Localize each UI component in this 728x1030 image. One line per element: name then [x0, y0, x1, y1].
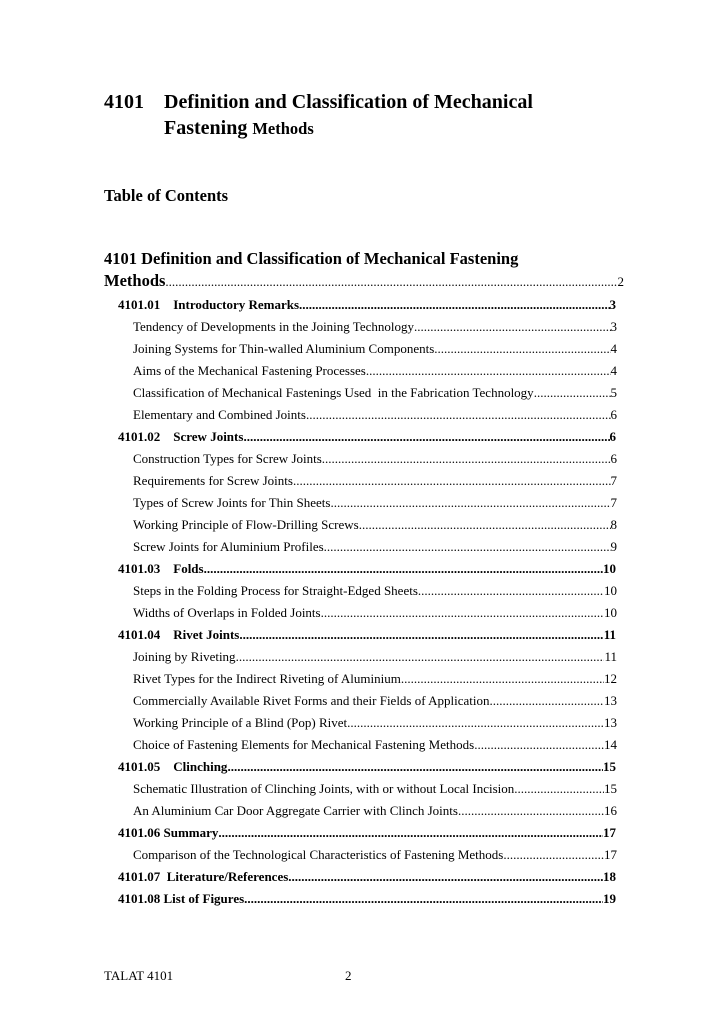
toc-leader-dots: [299, 294, 609, 316]
toc-entry-page: 3: [609, 297, 616, 312]
toc-leader-dots: [418, 580, 604, 602]
toc-entry-label: An Aluminium Car Door Aggregate Carrier with Clinch Joints: [133, 803, 458, 818]
toc-subentry[interactable]: [0, 844, 617, 866]
toc-leader-dots: [227, 756, 603, 778]
toc-entry-page: 7: [610, 473, 617, 488]
toc-entry-label: 4101.08 List of Figures: [118, 891, 245, 906]
toc-subentry[interactable]: [0, 470, 617, 492]
toc-entry-page: 10: [604, 605, 617, 620]
toc-subentry[interactable]: [0, 338, 617, 360]
toc-leader-dots: [503, 844, 604, 866]
toc-entry-label: Comparison of the Technological Characteristics of Fastening Methods: [133, 847, 504, 862]
toc-main-entry-line2: Methods: [104, 271, 166, 290]
toc-list: [0, 294, 728, 910]
toc-entry-page: 10: [603, 561, 616, 576]
toc-entry-label: Working Principle of Flow-Drilling Screws: [133, 517, 359, 532]
toc-entry-page: 6: [609, 429, 616, 444]
toc-entry-label: 4101.04 Rivet Joints: [118, 627, 240, 642]
toc-section-entry[interactable]: [0, 888, 616, 910]
toc-entry-page: 17: [604, 847, 617, 862]
toc-entry-label: Schematic Illustration of Clinching Joints, with or without Local Incision: [133, 781, 515, 796]
toc-entry-page: 11: [603, 627, 616, 642]
toc-entry-page: 18: [603, 869, 616, 884]
toc-entry-page: 14: [604, 737, 617, 752]
toc-leader-dots: [474, 734, 604, 756]
toc-entry-page: 7: [610, 495, 617, 510]
toc-subentry[interactable]: [0, 536, 617, 558]
toc-section-entry[interactable]: [0, 624, 616, 646]
toc-entry-label: Elementary and Combined Joints: [133, 407, 306, 422]
toc-entry-label: Tendency of Developments in the Joining Technology: [133, 319, 414, 334]
toc-entry-page: 5: [610, 385, 617, 400]
toc-entry-label: Joining by Riveting: [133, 649, 236, 664]
toc-subentry[interactable]: [0, 492, 617, 514]
toc-entry-page: 17: [603, 825, 616, 840]
toc-entry-label: Widths of Overlaps in Folded Joints: [133, 605, 321, 620]
toc-subentry[interactable]: [0, 778, 617, 800]
toc-entry-label: Classification of Mechanical Fastenings Used in the Fabrication Technology: [133, 385, 534, 400]
toc-entry-label: 4101.03 Folds: [118, 561, 204, 576]
toc-leader-dots: [359, 514, 611, 536]
toc-section-entry[interactable]: [0, 294, 616, 316]
toc-entry-label: Construction Types for Screw Joints: [133, 451, 322, 466]
toc-section-entry[interactable]: [0, 822, 616, 844]
toc-leader-dots: [414, 316, 611, 338]
toc-entry-label: Joining Systems for Thin-walled Aluminium Components: [133, 341, 435, 356]
toc-subentry[interactable]: [0, 316, 617, 338]
toc-leader-dots: [236, 646, 605, 668]
toc-entry-label: 4101.01 Introductory Remarks: [118, 297, 300, 312]
toc-entry-page: 16: [604, 803, 617, 818]
toc-entry-page: 10: [604, 583, 617, 598]
toc-entry-label: Working Principle of a Blind (Pop) Rivet: [133, 715, 348, 730]
toc-subentry[interactable]: [0, 734, 617, 756]
toc-entry-page: 6: [610, 407, 617, 422]
toc-entry-label: Rivet Types for the Indirect Riveting of Aluminium: [133, 671, 401, 686]
toc-leader-dots: [322, 448, 611, 470]
toc-section-entry[interactable]: [0, 558, 616, 580]
toc-subentry[interactable]: [0, 448, 617, 470]
toc-leader-dots: [165, 271, 617, 293]
toc-entry-label: 4101.05 Clinching: [118, 759, 228, 774]
toc-entry-label: 4101.02 Screw Joints: [118, 429, 244, 444]
title-line-2: [104, 117, 314, 139]
toc-leader-dots: [321, 602, 604, 624]
section-number: 4101: [104, 91, 144, 113]
toc-entry-page: 4: [610, 341, 617, 356]
toc-subentry[interactable]: [0, 360, 617, 382]
toc-section-entry[interactable]: [0, 756, 616, 778]
toc-subentry[interactable]: [0, 690, 617, 712]
toc-subentry[interactable]: [0, 514, 617, 536]
toc-entry-label: Choice of Fastening Elements for Mechanical Fastening Methods: [133, 737, 475, 752]
toc-entry-label: 4101.06 Summary: [118, 825, 219, 840]
toc-leader-dots: [401, 668, 604, 690]
toc-subentry[interactable]: [0, 602, 617, 624]
toc-entry-page: 6: [610, 451, 617, 466]
toc-leader-dots: [243, 426, 609, 448]
toc-leader-dots: [434, 338, 610, 360]
title-line-2-main: Fastening: [164, 117, 248, 139]
toc-leader-dots: [239, 624, 603, 646]
toc-leader-dots: [534, 382, 611, 404]
toc-leader-dots: [324, 536, 611, 558]
toc-entry-page: 9: [610, 539, 617, 554]
toc-entry-page: 8: [610, 517, 617, 532]
toc-entry-page: 12: [604, 671, 617, 686]
toc-leader-dots: [293, 470, 611, 492]
toc-entry-label: Aims of the Mechanical Fastening Processes: [133, 363, 366, 378]
toc-main-entry-line1: 4101 Definition and Classification of Mechanical Fastening: [104, 249, 519, 268]
toc-leader-dots: [306, 404, 611, 426]
toc-leader-dots: [244, 888, 603, 910]
toc-subentry[interactable]: [0, 668, 617, 690]
toc-entry-label: Commercially Available Rivet Forms and their Fields of Application: [133, 693, 490, 708]
toc-entry-page: 4: [610, 363, 617, 378]
toc-section-entry[interactable]: [0, 866, 616, 888]
toc-heading: Table of Contents: [104, 186, 229, 205]
toc-subentry[interactable]: [0, 712, 617, 734]
toc-entry-label: Types of Screw Joints for Thin Sheets: [133, 495, 331, 510]
toc-leader-dots: [288, 866, 603, 888]
toc-entry-page: 3: [610, 319, 617, 334]
toc-entry-label: Requirements for Screw Joints: [133, 473, 293, 488]
toc-entry-label: Screw Joints for Aluminium Profiles: [133, 539, 324, 554]
toc-leader-dots: [489, 690, 604, 712]
document-title: [104, 89, 533, 142]
toc-section-entry[interactable]: [0, 426, 616, 448]
toc-leader-dots: [366, 360, 611, 382]
toc-entry-page: 13: [604, 693, 617, 708]
toc-main-entry[interactable]: [104, 248, 624, 293]
toc-leader-dots: [514, 778, 604, 800]
toc-entry-page: 15: [603, 759, 616, 774]
footer-doc-id: TALAT 4101: [104, 968, 174, 983]
toc-leader-dots: [347, 712, 604, 734]
toc-leader-dots: [458, 800, 604, 822]
footer-page-number: 2: [345, 968, 352, 983]
toc-entry-page: 13: [604, 715, 617, 730]
toc-subentry[interactable]: [0, 404, 617, 426]
toc-entry-page: 19: [603, 891, 616, 906]
toc-entry-page: 11: [604, 649, 617, 664]
toc-subentry[interactable]: [0, 800, 617, 822]
toc-entry-label: 4101.07 Literature/References: [118, 869, 289, 884]
toc-subentry[interactable]: [0, 580, 617, 602]
title-line-1: Definition and Classification of Mechanical: [164, 91, 533, 113]
toc-entry-label: Steps in the Folding Process for Straight-Edged Sheets: [133, 583, 418, 598]
toc-leader-dots: [218, 822, 603, 844]
toc-leader-dots: [204, 558, 603, 580]
title-line-2-sub: Methods: [252, 119, 314, 138]
toc-subentry[interactable]: [0, 646, 617, 668]
toc-entry-page: 15: [604, 781, 617, 796]
toc-leader-dots: [330, 492, 610, 514]
toc-main-entry-page: 2: [617, 274, 624, 289]
toc-subentry[interactable]: [0, 382, 617, 404]
